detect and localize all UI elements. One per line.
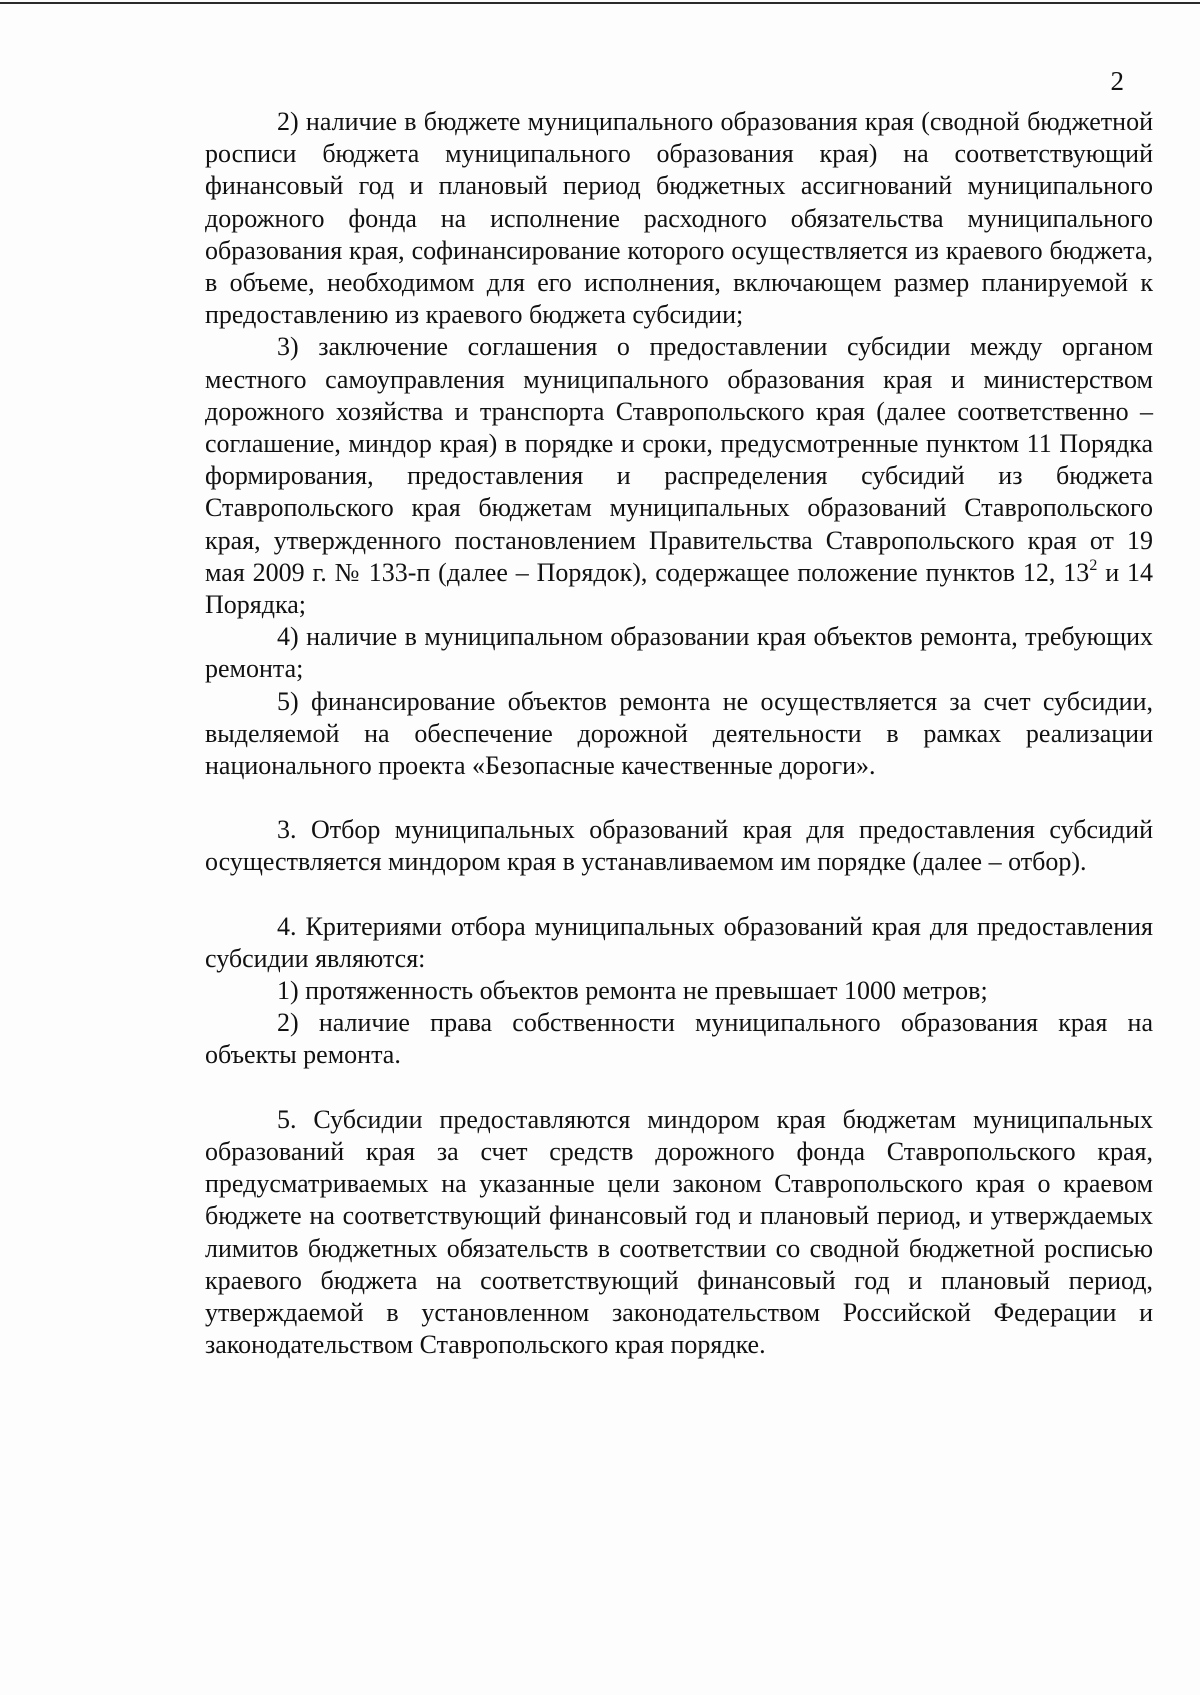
paragraph-4-item-2: 2) наличие права собственности муниципального образования края на объекты ремонта. [205, 1008, 1153, 1070]
paragraph-item-3-text: 3) заключение соглашения о предоставлении субсидии между органом местного самоуправления муниципального образования края и министерством дорожного хозяйства и транспорта Ставропольского края (далее соответственно – соглашение, миндор края) в порядке и сроки, предусмотренные пунктом 11 Порядка формирования, предоставления и распределения субсидий из бюджета Ставропольского края бюджетам муниципальных образований Ставропольского края, утвержденного постановлением Правительства Ставропольского края от 19 мая 2009 г. № 133-п (далее – Порядок), содержащее положение пунктов 12, 13 [205, 332, 1153, 587]
paragraph-4: 4. Критериями отбора муниципальных образований края для предоставления субсидии являются: [205, 911, 1153, 973]
document-body [205, 106, 1153, 1361]
paragraph-5: 5. Субсидии предоставляются миндором края бюджетам муниципальных образований края за счет средств дорожного фонда Ставропольского края, предусматриваемых на указанные цели законом Ставропольского края о краевом бюджете на соответствующий финансовый год и плановый период, и утверждаемых лимитов бюджетных обязательств в соответствии со сводной бюджетной росписью краевого бюджета на соответствующий финансовый год и плановый период, утверждаемой в установленном законодательством Российской Федерации и законодательством Ставропольского края порядке. [205, 1104, 1153, 1360]
paragraph-item-5: 5) финансирование объектов ремонта не осуществляется за счет субсидии, выделяемой на обеспечение дорожной деятельности в рамках реализации национального проекта «Безопасные качественные дороги». [205, 686, 1153, 781]
top-border-line [0, 2, 1200, 4]
superscript-2: 2 [1089, 556, 1098, 574]
page-number: 2 [1110, 66, 1124, 96]
paragraph-4-item-1: 1) протяженность объектов ремонта не превышает 1000 метров; [277, 976, 988, 1006]
paragraph-item-3 [205, 331, 1153, 621]
paragraph-item-4: 4) наличие в муниципальном образовании края объектов ремонта, требующих ремонта; [205, 622, 1153, 684]
paragraph-item-3-tail: и 14 Порядка; [205, 557, 1153, 620]
paragraph-3: 3. Отбор муниципальных образований края для предоставления субсидий осуществляется миндором края в устанавливаемом им порядке (далее – отбор). [205, 815, 1153, 877]
paragraph-item-2: 2) наличие в бюджете муниципального образования края (сводной бюджетной росписи бюджета муниципального образования края) на соответствующий финансовый год и плановый период бюджетных ассигнований муниципального дорожного фонда на исполнение расходного обязательства муниципального образования края, софинансирование которого осуществляется из краевого бюджета, в объеме, необходимом для его исполнения, включающем размер планируемой к предоставлению из краевого бюджета субсидии; [205, 107, 1153, 330]
